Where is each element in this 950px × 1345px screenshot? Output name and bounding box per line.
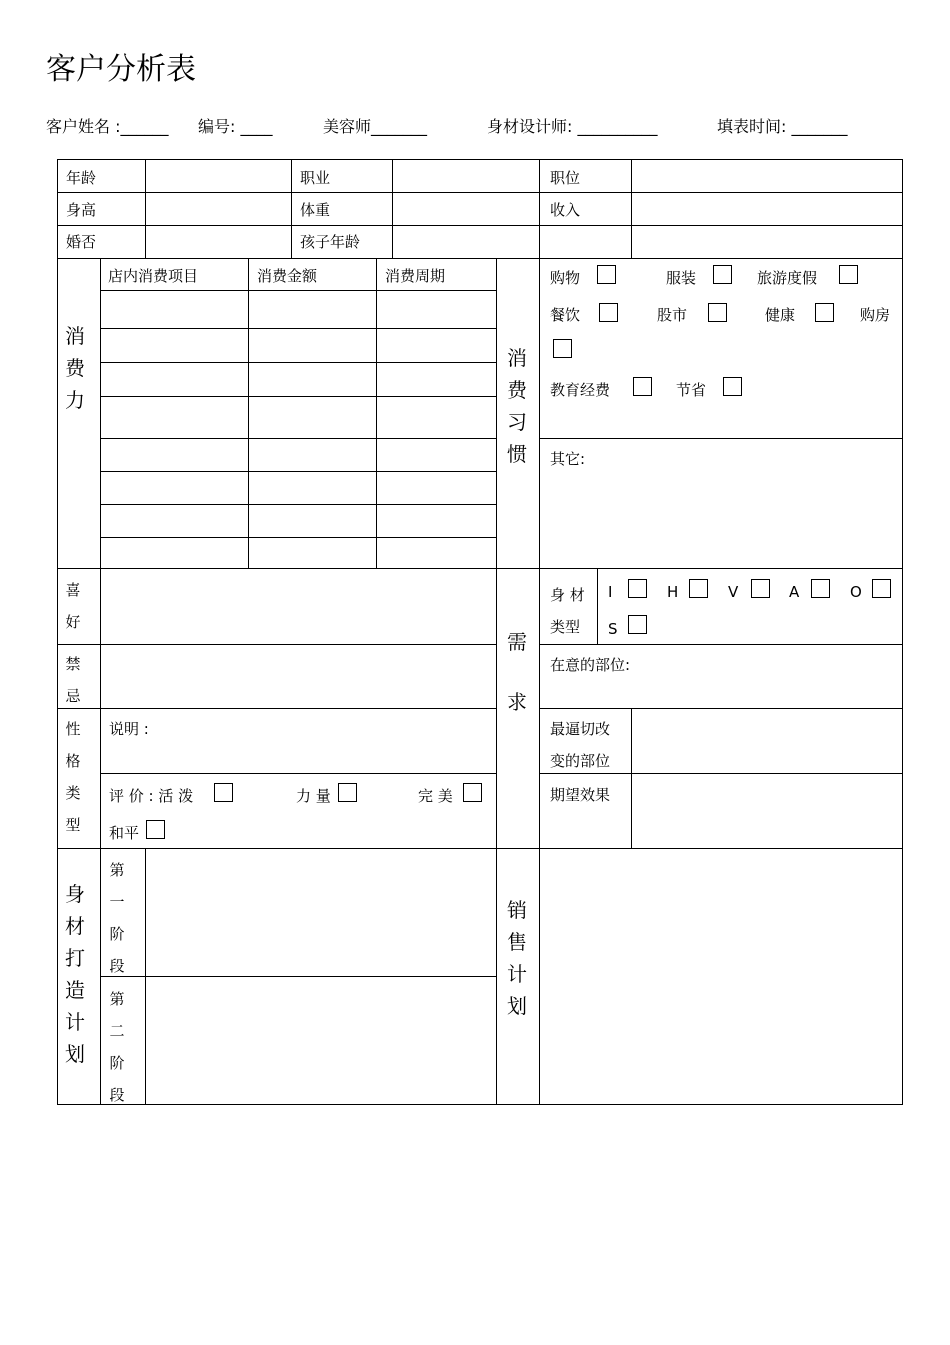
health-label: 健康 xyxy=(765,306,796,324)
personality-label: 性格类型 xyxy=(65,720,81,834)
education-checkbox[interactable] xyxy=(633,377,652,396)
age-label: 年龄 xyxy=(66,169,97,187)
taboo-label: 禁忌 xyxy=(65,655,81,705)
body-type-a-checkbox[interactable] xyxy=(811,579,830,598)
body-type-v-checkbox[interactable] xyxy=(751,579,770,598)
fill-time-field[interactable]: 填表时间: _______ xyxy=(717,117,848,136)
travel-label: 旅游度假 xyxy=(757,269,818,287)
habits-label: 消费习惯 xyxy=(507,346,527,466)
stage2-label: 第二阶段 xyxy=(109,990,125,1104)
education-label: 教育经费 xyxy=(550,381,611,399)
care-part-label: 在意的部位: xyxy=(550,656,631,674)
body-type-i-checkbox[interactable] xyxy=(628,579,647,598)
personality-note-label: 说明 : xyxy=(109,720,149,738)
dining-label: 餐饮 xyxy=(550,306,581,324)
house-checkbox[interactable] xyxy=(553,339,572,358)
height-label: 身高 xyxy=(66,201,97,219)
eval-lively-label: 评 价 : 活 泼 xyxy=(109,787,194,805)
needs-label: 需求 xyxy=(507,630,527,714)
col-item-header: 店内消费项目 xyxy=(108,267,199,285)
shopping-label: 购物 xyxy=(550,269,581,287)
power-label: 力 量 xyxy=(296,787,331,805)
beautician-field[interactable]: 美容师_______ xyxy=(323,117,428,136)
body-type-h-checkbox[interactable] xyxy=(689,579,708,598)
likes-label: 喜好 xyxy=(65,581,81,631)
saving-label: 节省 xyxy=(676,381,707,399)
power-checkbox[interactable] xyxy=(338,783,357,802)
body-type-o-checkbox[interactable] xyxy=(872,579,891,598)
customer-name-field[interactable]: 客户姓名 :______ xyxy=(46,117,169,136)
designer-field[interactable]: 身材设计师: __________ xyxy=(487,117,658,136)
expect-label: 期望效果 xyxy=(550,786,611,804)
child-age-label: 孩子年龄 xyxy=(300,233,361,251)
perfect-label: 完 美 xyxy=(418,787,453,805)
body-plan-label: 身材打造计划 xyxy=(65,882,85,1066)
body-type-s-checkbox[interactable] xyxy=(628,615,647,634)
weight-label: 体重 xyxy=(300,201,331,219)
stock-checkbox[interactable] xyxy=(708,303,727,322)
body-type-a-label: A xyxy=(789,583,800,601)
peace-checkbox[interactable] xyxy=(146,820,165,839)
perfect-checkbox[interactable] xyxy=(463,783,482,802)
other-label: 其它: xyxy=(550,450,586,468)
peace-label: 和平 xyxy=(109,824,140,842)
body-type-i-label: I xyxy=(608,583,613,601)
travel-checkbox[interactable] xyxy=(839,265,858,284)
sales-plan-label: 销售计划 xyxy=(507,898,527,1018)
saving-checkbox[interactable] xyxy=(723,377,742,396)
income-label: 收入 xyxy=(550,201,581,219)
clothing-checkbox[interactable] xyxy=(713,265,732,284)
married-label: 婚否 xyxy=(66,233,97,251)
health-checkbox[interactable] xyxy=(815,303,834,322)
dining-checkbox[interactable] xyxy=(599,303,618,322)
body-type-v-label: V xyxy=(728,583,739,601)
col-cycle-header: 消费周期 xyxy=(385,267,446,285)
body-type-label: 身 材 类型 xyxy=(550,586,585,636)
body-type-o-label: O xyxy=(850,583,862,601)
stage1-label: 第一阶段 xyxy=(109,861,125,975)
stock-label: 股市 xyxy=(657,306,688,324)
body-type-h-label: H xyxy=(667,583,679,601)
lively-checkbox[interactable] xyxy=(214,783,233,802)
clothing-label: 服装 xyxy=(666,269,697,287)
occupation-label: 职业 xyxy=(300,169,331,187)
urgent-part-label: 最逼切改变的部位 xyxy=(550,720,611,770)
col-amount-header: 消费金额 xyxy=(257,267,318,285)
position-label: 职位 xyxy=(550,169,581,187)
page-title: 客户分析表 xyxy=(46,52,196,87)
body-type-s-label: S xyxy=(608,620,618,638)
house-label: 购房 xyxy=(860,306,891,324)
number-field[interactable]: 编号: ____ xyxy=(198,117,273,136)
spending-power-label: 消费力 xyxy=(65,324,85,412)
shopping-checkbox[interactable] xyxy=(597,265,616,284)
